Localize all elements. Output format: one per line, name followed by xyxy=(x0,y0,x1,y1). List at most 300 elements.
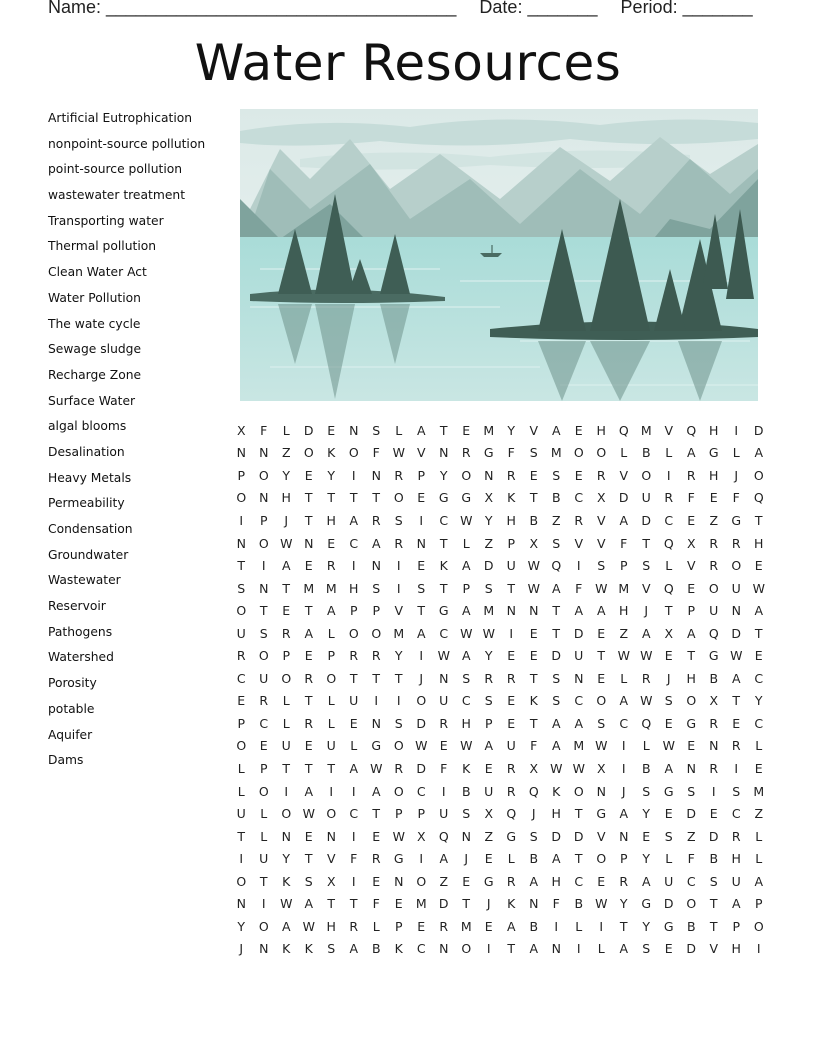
grid-letter[interactable]: A xyxy=(551,851,561,867)
grid-letter[interactable]: S xyxy=(732,783,741,799)
grid-letter[interactable]: L xyxy=(575,918,583,934)
grid-letter[interactable]: D xyxy=(483,558,494,574)
grid-letter[interactable]: I xyxy=(621,760,626,776)
grid-letter[interactable]: A xyxy=(619,512,629,528)
grid-letter[interactable]: W xyxy=(370,760,383,776)
grid-letter[interactable]: D xyxy=(303,422,314,438)
grid-letter[interactable]: X xyxy=(529,760,539,776)
grid-letter[interactable]: T xyxy=(304,760,313,776)
grid-letter[interactable]: N xyxy=(259,941,269,957)
grid-letter[interactable]: P xyxy=(619,851,628,867)
grid-letter[interactable]: D xyxy=(686,941,697,957)
grid-letter[interactable]: A xyxy=(416,625,426,641)
grid-letter[interactable]: L xyxy=(260,806,268,822)
grid-letter[interactable]: I xyxy=(261,896,266,912)
grid-letter[interactable]: L xyxy=(665,445,673,461)
grid-letter[interactable]: C xyxy=(574,490,584,506)
grid-letter[interactable]: E xyxy=(394,896,403,912)
grid-letter[interactable]: O xyxy=(416,873,427,889)
grid-letter[interactable]: E xyxy=(709,806,718,822)
grid-letter[interactable]: E xyxy=(304,648,313,664)
grid-letter[interactable]: T xyxy=(237,558,246,574)
grid-letter[interactable]: O xyxy=(236,738,247,754)
grid-letter[interactable]: S xyxy=(642,558,651,574)
grid-letter[interactable]: E xyxy=(259,738,268,754)
grid-letter[interactable]: Z xyxy=(484,828,494,844)
grid-letter[interactable]: J xyxy=(531,806,536,822)
grid-letter[interactable]: V xyxy=(529,422,539,438)
grid-letter[interactable]: O xyxy=(236,490,247,506)
grid-letter[interactable]: E xyxy=(462,873,471,889)
grid-letter[interactable]: Q xyxy=(438,828,449,844)
grid-letter[interactable]: E xyxy=(304,738,313,754)
grid-letter[interactable]: W xyxy=(572,760,585,776)
grid-letter[interactable]: L xyxy=(260,828,268,844)
grid-letter[interactable]: L xyxy=(732,445,740,461)
grid-letter[interactable]: K xyxy=(282,941,291,957)
grid-letter[interactable]: N xyxy=(529,603,539,619)
grid-letter[interactable]: R xyxy=(596,467,606,483)
grid-letter[interactable]: O xyxy=(258,535,269,551)
grid-letter[interactable]: C xyxy=(461,693,471,709)
grid-letter[interactable]: H xyxy=(326,512,336,528)
grid-letter[interactable]: Y xyxy=(282,467,291,483)
grid-letter[interactable]: S xyxy=(259,625,268,641)
grid-letter[interactable]: H xyxy=(461,715,471,731)
grid-letter[interactable]: N xyxy=(304,535,314,551)
grid-letter[interactable]: B xyxy=(574,896,584,912)
grid-letter[interactable]: P xyxy=(259,512,268,528)
grid-letter[interactable]: N xyxy=(236,896,246,912)
grid-letter[interactable]: U xyxy=(439,806,449,822)
grid-letter[interactable]: Z xyxy=(281,445,291,461)
grid-letter[interactable]: W xyxy=(415,738,428,754)
grid-letter[interactable]: D xyxy=(438,896,449,912)
grid-letter[interactable]: C xyxy=(754,715,764,731)
grid-letter[interactable]: E xyxy=(529,467,538,483)
grid-letter[interactable]: R xyxy=(686,467,696,483)
grid-letter[interactable]: O xyxy=(348,445,359,461)
grid-letter[interactable]: D xyxy=(573,625,584,641)
grid-letter[interactable]: A xyxy=(641,873,651,889)
grid-letter[interactable]: E xyxy=(439,738,448,754)
grid-letter[interactable]: L xyxy=(755,828,763,844)
grid-letter[interactable]: I xyxy=(284,783,289,799)
grid-letter[interactable]: R xyxy=(371,648,381,664)
grid-letter[interactable]: E xyxy=(664,648,673,664)
grid-letter[interactable]: A xyxy=(461,603,471,619)
grid-letter[interactable]: T xyxy=(664,603,673,619)
grid-letter[interactable]: I xyxy=(621,738,626,754)
grid-letter[interactable]: T xyxy=(754,625,763,641)
grid-letter[interactable]: F xyxy=(687,851,695,867)
grid-letter[interactable]: R xyxy=(461,445,471,461)
grid-letter[interactable]: G xyxy=(483,445,494,461)
grid-letter[interactable]: O xyxy=(281,806,292,822)
grid-letter[interactable]: T xyxy=(259,603,268,619)
grid-letter[interactable]: Y xyxy=(439,467,448,483)
grid-letter[interactable]: B xyxy=(551,490,561,506)
grid-letter[interactable]: T xyxy=(349,670,358,686)
grid-letter[interactable]: R xyxy=(349,648,359,664)
grid-letter[interactable]: T xyxy=(462,896,471,912)
grid-letter[interactable]: W xyxy=(460,625,473,641)
grid-letter[interactable]: N xyxy=(439,445,449,461)
grid-letter[interactable]: E xyxy=(597,625,606,641)
grid-letter[interactable]: W xyxy=(280,535,293,551)
grid-letter[interactable]: I xyxy=(441,783,446,799)
grid-letter[interactable]: R xyxy=(709,715,719,731)
grid-letter[interactable]: T xyxy=(574,806,583,822)
grid-letter[interactable]: L xyxy=(620,670,628,686)
grid-letter[interactable]: D xyxy=(573,828,584,844)
grid-letter[interactable]: I xyxy=(239,851,244,867)
grid-letter[interactable]: P xyxy=(507,535,516,551)
grid-letter[interactable]: F xyxy=(507,445,515,461)
grid-letter[interactable]: A xyxy=(484,738,494,754)
grid-letter[interactable]: I xyxy=(396,693,401,709)
grid-letter[interactable]: V xyxy=(686,558,696,574)
name-field[interactable]: Name: ___________________________________ xyxy=(48,0,457,17)
grid-letter[interactable]: R xyxy=(506,783,516,799)
grid-letter[interactable]: A xyxy=(551,738,561,754)
grid-letter[interactable]: T xyxy=(372,670,381,686)
grid-letter[interactable]: Q xyxy=(663,535,674,551)
grid-letter[interactable]: N xyxy=(529,896,539,912)
grid-letter[interactable]: I xyxy=(576,941,581,957)
grid-letter[interactable]: U xyxy=(236,806,246,822)
grid-letter[interactable]: O xyxy=(236,603,247,619)
grid-letter[interactable]: R xyxy=(439,918,449,934)
grid-letter[interactable]: C xyxy=(664,512,674,528)
grid-letter[interactable]: H xyxy=(281,490,291,506)
grid-letter[interactable]: I xyxy=(509,625,514,641)
grid-letter[interactable]: R xyxy=(371,851,381,867)
grid-letter[interactable]: T xyxy=(552,625,561,641)
grid-letter[interactable]: R xyxy=(709,535,719,551)
grid-letter[interactable]: H xyxy=(551,806,561,822)
grid-letter[interactable]: E xyxy=(282,603,291,619)
grid-letter[interactable]: I xyxy=(329,783,334,799)
grid-letter[interactable]: W xyxy=(730,648,743,664)
grid-letter[interactable]: O xyxy=(393,783,404,799)
grid-letter[interactable]: S xyxy=(709,873,718,889)
grid-letter[interactable]: F xyxy=(260,422,268,438)
grid-letter[interactable]: G xyxy=(708,445,719,461)
grid-letter[interactable]: D xyxy=(753,422,764,438)
grid-letter[interactable]: L xyxy=(237,760,245,776)
grid-letter[interactable]: D xyxy=(551,828,562,844)
grid-letter[interactable]: A xyxy=(551,715,561,731)
grid-letter[interactable]: P xyxy=(349,603,358,619)
grid-letter[interactable]: N xyxy=(371,558,381,574)
grid-letter[interactable]: A xyxy=(281,558,291,574)
grid-letter[interactable]: V xyxy=(394,603,404,619)
grid-letter[interactable]: A xyxy=(439,851,449,867)
grid-letter[interactable]: V xyxy=(619,467,629,483)
grid-letter[interactable]: K xyxy=(439,558,448,574)
grid-letter[interactable]: P xyxy=(259,760,268,776)
grid-letter[interactable]: H xyxy=(686,670,696,686)
grid-letter[interactable]: K xyxy=(552,783,561,799)
grid-letter[interactable]: T xyxy=(574,851,583,867)
grid-letter[interactable]: E xyxy=(484,760,493,776)
grid-letter[interactable]: F xyxy=(440,760,448,776)
grid-letter[interactable]: C xyxy=(574,873,584,889)
grid-letter[interactable]: G xyxy=(663,783,674,799)
grid-letter[interactable]: P xyxy=(417,467,426,483)
grid-letter[interactable]: R xyxy=(304,715,314,731)
grid-letter[interactable]: A xyxy=(349,512,359,528)
grid-letter[interactable]: G xyxy=(686,715,697,731)
grid-letter[interactable]: N xyxy=(371,715,381,731)
grid-letter[interactable]: H xyxy=(619,603,629,619)
grid-letter[interactable]: R xyxy=(439,715,449,731)
grid-letter[interactable]: A xyxy=(304,783,314,799)
grid-letter[interactable]: Z xyxy=(754,806,764,822)
grid-letter[interactable]: E xyxy=(327,422,336,438)
grid-letter[interactable]: A xyxy=(371,783,381,799)
grid-letter[interactable]: T xyxy=(304,512,313,528)
grid-letter[interactable]: N xyxy=(281,828,291,844)
grid-letter[interactable]: G xyxy=(596,806,607,822)
grid-letter[interactable]: Y xyxy=(327,467,336,483)
grid-letter[interactable]: A xyxy=(596,603,606,619)
grid-letter[interactable]: W xyxy=(595,896,608,912)
grid-letter[interactable]: C xyxy=(416,941,426,957)
grid-letter[interactable]: Q xyxy=(618,422,629,438)
grid-letter[interactable]: S xyxy=(642,941,651,957)
grid-letter[interactable]: O xyxy=(258,648,269,664)
grid-letter[interactable]: X xyxy=(709,693,719,709)
grid-letter[interactable]: A xyxy=(304,896,314,912)
grid-letter[interactable]: M xyxy=(483,422,495,438)
grid-letter[interactable]: B xyxy=(371,941,381,957)
grid-letter[interactable]: F xyxy=(620,535,628,551)
grid-letter[interactable]: T xyxy=(642,535,651,551)
grid-letter[interactable]: B xyxy=(529,851,539,867)
grid-letter[interactable]: A xyxy=(461,648,471,664)
grid-letter[interactable]: D xyxy=(416,760,427,776)
grid-letter[interactable]: C xyxy=(439,512,449,528)
grid-letter[interactable]: K xyxy=(282,873,291,889)
grid-letter[interactable]: B xyxy=(641,760,651,776)
grid-letter[interactable]: L xyxy=(282,422,290,438)
grid-letter[interactable]: E xyxy=(417,558,426,574)
grid-letter[interactable]: U xyxy=(574,648,584,664)
grid-letter[interactable]: Y xyxy=(484,648,493,664)
grid-letter[interactable]: T xyxy=(304,693,313,709)
grid-letter[interactable]: V xyxy=(416,445,426,461)
grid-letter[interactable]: R xyxy=(709,760,719,776)
grid-letter[interactable]: I xyxy=(351,558,356,574)
grid-letter[interactable]: P xyxy=(732,918,741,934)
grid-letter[interactable]: P xyxy=(687,603,696,619)
grid-letter[interactable]: U xyxy=(259,670,269,686)
grid-letter[interactable]: L xyxy=(327,693,335,709)
grid-letter[interactable]: E xyxy=(664,941,673,957)
grid-letter[interactable]: S xyxy=(529,445,538,461)
grid-letter[interactable]: L xyxy=(462,535,470,551)
grid-letter[interactable]: I xyxy=(351,783,356,799)
grid-letter[interactable]: W xyxy=(550,760,563,776)
grid-letter[interactable]: U xyxy=(664,873,674,889)
grid-letter[interactable]: I xyxy=(396,580,401,596)
grid-letter[interactable]: B xyxy=(686,918,696,934)
grid-letter[interactable]: A xyxy=(619,941,629,957)
grid-letter[interactable]: T xyxy=(304,490,313,506)
grid-letter[interactable]: C xyxy=(259,715,269,731)
grid-letter[interactable]: K xyxy=(507,896,516,912)
grid-letter[interactable]: R xyxy=(281,625,291,641)
grid-letter[interactable]: U xyxy=(326,738,336,754)
grid-letter[interactable]: S xyxy=(237,580,246,596)
grid-letter[interactable]: N xyxy=(686,760,696,776)
grid-letter[interactable]: P xyxy=(327,648,336,664)
grid-letter[interactable]: N xyxy=(461,828,471,844)
grid-letter[interactable]: A xyxy=(529,941,539,957)
grid-letter[interactable]: I xyxy=(261,558,266,574)
grid-letter[interactable]: G xyxy=(483,873,494,889)
grid-letter[interactable]: I xyxy=(419,512,424,528)
grid-letter[interactable]: S xyxy=(394,512,403,528)
grid-letter[interactable]: A xyxy=(754,873,764,889)
grid-letter[interactable]: R xyxy=(641,670,651,686)
grid-letter[interactable]: O xyxy=(393,738,404,754)
grid-letter[interactable]: W xyxy=(640,693,653,709)
grid-letter[interactable]: E xyxy=(507,693,516,709)
word-search-grid[interactable] xyxy=(230,419,770,960)
grid-letter[interactable]: I xyxy=(599,918,604,934)
grid-letter[interactable]: S xyxy=(327,941,336,957)
grid-letter[interactable]: C xyxy=(236,670,246,686)
grid-letter[interactable]: W xyxy=(280,896,293,912)
grid-letter[interactable]: V xyxy=(326,851,336,867)
grid-letter[interactable]: C xyxy=(439,625,449,641)
grid-letter[interactable]: U xyxy=(259,851,269,867)
grid-letter[interactable]: W xyxy=(595,580,608,596)
grid-letter[interactable]: T xyxy=(372,490,381,506)
grid-letter[interactable]: T xyxy=(327,760,336,776)
grid-letter[interactable]: G xyxy=(731,512,742,528)
grid-letter[interactable]: O xyxy=(708,580,719,596)
grid-letter[interactable]: S xyxy=(597,558,606,574)
grid-letter[interactable]: T xyxy=(282,760,291,776)
grid-letter[interactable]: T xyxy=(529,670,538,686)
grid-letter[interactable]: X xyxy=(686,535,696,551)
grid-letter[interactable]: R xyxy=(506,873,516,889)
grid-letter[interactable]: V xyxy=(664,422,674,438)
grid-letter[interactable]: K xyxy=(394,941,403,957)
grid-letter[interactable]: Y xyxy=(394,648,403,664)
grid-letter[interactable]: R xyxy=(731,535,741,551)
grid-letter[interactable]: J xyxy=(486,896,491,912)
grid-letter[interactable]: M xyxy=(483,603,495,619)
grid-letter[interactable]: N xyxy=(259,490,269,506)
grid-letter[interactable]: T xyxy=(439,580,448,596)
grid-letter[interactable]: M xyxy=(753,783,765,799)
grid-letter[interactable]: Q xyxy=(686,422,697,438)
grid-letter[interactable]: E xyxy=(574,467,583,483)
grid-letter[interactable]: E xyxy=(597,670,606,686)
grid-letter[interactable]: T xyxy=(552,603,561,619)
grid-letter[interactable]: O xyxy=(573,783,584,799)
grid-letter[interactable]: I xyxy=(734,422,739,438)
grid-letter[interactable]: H xyxy=(754,535,764,551)
grid-letter[interactable]: I xyxy=(351,467,356,483)
grid-letter[interactable]: S xyxy=(597,715,606,731)
grid-letter[interactable]: O xyxy=(753,918,764,934)
grid-letter[interactable]: R xyxy=(506,467,516,483)
grid-letter[interactable]: E xyxy=(687,738,696,754)
grid-letter[interactable]: T xyxy=(327,896,336,912)
grid-letter[interactable]: O xyxy=(686,896,697,912)
grid-letter[interactable]: N xyxy=(371,467,381,483)
grid-letter[interactable]: H xyxy=(709,422,719,438)
grid-letter[interactable]: T xyxy=(327,490,336,506)
grid-letter[interactable]: X xyxy=(416,828,426,844)
grid-letter[interactable]: S xyxy=(642,783,651,799)
grid-letter[interactable]: I xyxy=(756,941,761,957)
grid-letter[interactable]: I xyxy=(396,558,401,574)
grid-letter[interactable]: Y xyxy=(484,512,493,528)
grid-letter[interactable]: N xyxy=(484,467,494,483)
grid-letter[interactable]: T xyxy=(529,490,538,506)
grid-letter[interactable]: W xyxy=(482,625,495,641)
grid-letter[interactable]: N xyxy=(259,580,269,596)
grid-letter[interactable]: U xyxy=(484,783,494,799)
grid-letter[interactable]: I xyxy=(351,873,356,889)
grid-letter[interactable]: W xyxy=(527,580,540,596)
grid-letter[interactable]: R xyxy=(326,558,336,574)
grid-letter[interactable]: T xyxy=(507,580,516,596)
grid-letter[interactable]: T xyxy=(237,828,246,844)
grid-letter[interactable]: U xyxy=(709,603,719,619)
grid-letter[interactable]: R xyxy=(371,512,381,528)
grid-letter[interactable]: X xyxy=(596,760,606,776)
grid-letter[interactable]: Y xyxy=(642,806,651,822)
grid-letter[interactable]: R xyxy=(259,693,269,709)
grid-letter[interactable]: T xyxy=(372,806,381,822)
grid-letter[interactable]: S xyxy=(484,693,493,709)
grid-letter[interactable]: A xyxy=(754,603,764,619)
grid-letter[interactable]: F xyxy=(530,738,538,754)
grid-letter[interactable]: A xyxy=(754,445,764,461)
grid-letter[interactable]: L xyxy=(327,625,335,641)
grid-letter[interactable]: W xyxy=(392,828,405,844)
grid-letter[interactable]: A xyxy=(304,625,314,641)
grid-letter[interactable]: C xyxy=(349,806,359,822)
grid-letter[interactable]: J xyxy=(734,467,739,483)
grid-letter[interactable]: L xyxy=(620,445,628,461)
grid-letter[interactable]: A xyxy=(619,806,629,822)
grid-letter[interactable]: V xyxy=(596,512,606,528)
grid-letter[interactable]: R xyxy=(731,828,741,844)
grid-letter[interactable]: N xyxy=(596,783,606,799)
grid-letter[interactable]: F xyxy=(372,445,380,461)
grid-letter[interactable]: Q xyxy=(506,806,517,822)
grid-letter[interactable]: I xyxy=(666,467,671,483)
grid-letter[interactable]: J xyxy=(464,851,469,867)
grid-letter[interactable]: Z xyxy=(686,828,696,844)
grid-letter[interactable]: A xyxy=(664,760,674,776)
grid-letter[interactable]: T xyxy=(417,603,426,619)
grid-letter[interactable]: O xyxy=(258,918,269,934)
grid-letter[interactable]: O xyxy=(393,490,404,506)
grid-letter[interactable]: O xyxy=(371,625,382,641)
grid-letter[interactable]: Y xyxy=(507,422,516,438)
grid-letter[interactable]: L xyxy=(237,783,245,799)
